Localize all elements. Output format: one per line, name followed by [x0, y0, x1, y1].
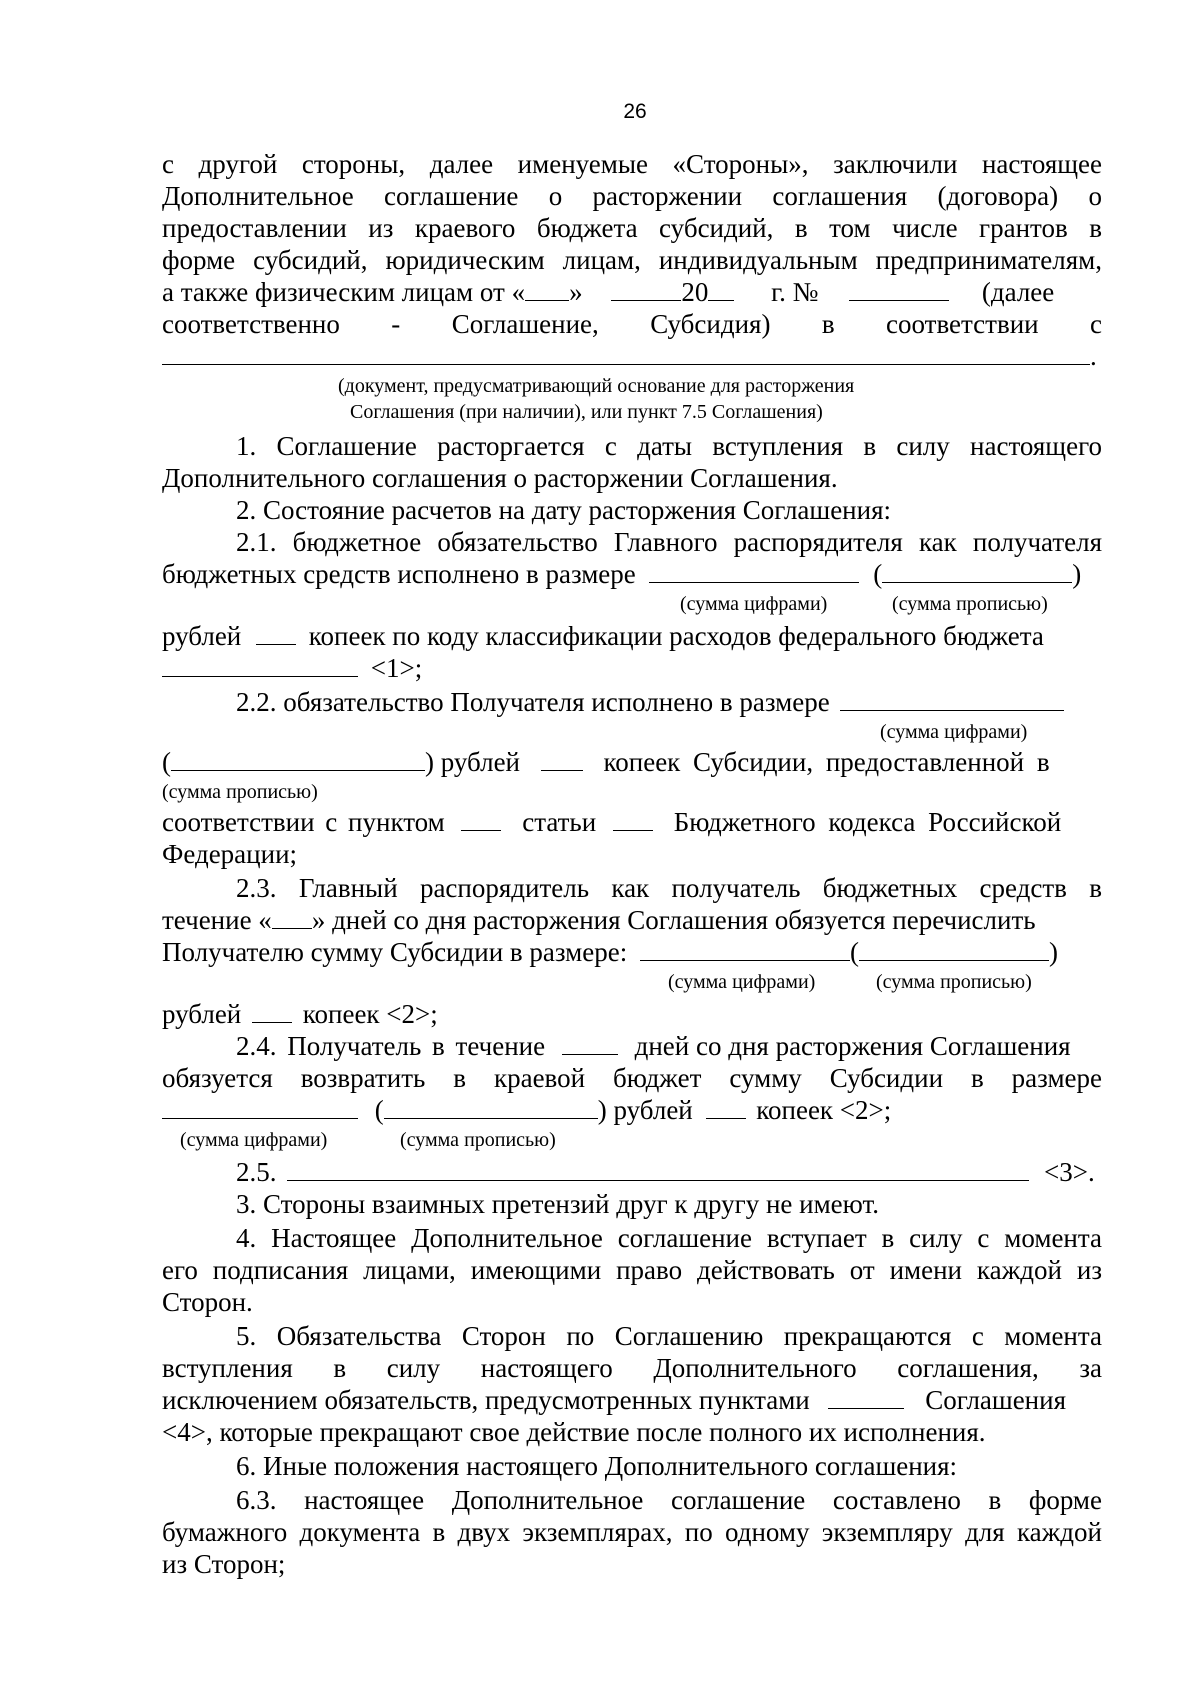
section-2-3-line-4 — [162, 998, 438, 1030]
amount-digits-blank-2-2[interactable] — [840, 686, 1064, 711]
year-blank[interactable] — [708, 276, 734, 301]
rubles-label-2-3: рублей — [162, 999, 242, 1029]
section-2-4-line-3 — [162, 1094, 1102, 1126]
section-2-1-line-4 — [162, 652, 422, 684]
budget-code-blank[interactable] — [162, 652, 358, 677]
intro-line-4: форме субсидий, юридическим лицам, индивидуальным предпринимателям, — [162, 245, 1102, 275]
amount-words-blank-2-3[interactable] — [859, 936, 1049, 961]
caption-digits-2-2: (сумма цифрами) — [880, 721, 1028, 743]
section-2-2-text: 2.2. обязательство Получателя исполнено в размере — [236, 687, 830, 717]
section-2-3-line-1: 2.3. Главный распорядитель как получатель бюджетных средств в — [236, 873, 1102, 903]
caption-words-2-4: (сумма прописью) — [400, 1129, 556, 1151]
amount-digits-blank-2-1[interactable] — [649, 558, 859, 583]
grounds-document-blank[interactable] — [162, 340, 1090, 365]
section-1-line-2: Дополнительного соглашения о расторжении Соглашения. — [162, 463, 838, 493]
grounds-caption-1: (документ, предусматривающий основание для расторжения — [338, 375, 855, 397]
intro-line-6: соответственно - Соглашение, Субсидия) в соответствии с — [162, 309, 1102, 339]
section-2-4-kopecks-text: копеек <2>; — [756, 1095, 892, 1125]
section-2-2-rubles: ) рублей — [425, 747, 521, 777]
section-2-4-line-1 — [236, 1030, 1102, 1062]
grounds-caption-2: Соглашения (при наличии), или пункт 7.5 Соглашения) — [350, 401, 823, 423]
caption-words-2-1: (сумма прописью) — [892, 593, 1048, 615]
amount-paren-open-2-2: ( — [162, 747, 171, 777]
section-2-4-within-text: 2.4. Получатель в течение — [236, 1031, 546, 1061]
section-2-3-days-text: » дней со дня расторжения Соглашения обязуется перечислить — [311, 905, 1036, 935]
section-5-line-2: вступления в силу настоящего Дополнительного соглашения, за — [162, 1353, 1102, 1383]
day-blank[interactable] — [525, 276, 569, 301]
section-2-2-subsidy-text: копеек Субсидии, предоставленной в — [603, 747, 1050, 777]
section-2-1-line-3 — [162, 620, 1102, 652]
section-2-2-code-text: Бюджетного кодекса Российской — [673, 807, 1062, 837]
section-2-1-code-text: копеек по коду классификации расходов федерального бюджета — [308, 621, 1044, 651]
section-2-5-line — [236, 1156, 1102, 1188]
caption-words-2-2: (сумма прописью) — [162, 781, 318, 803]
section-2-3-within-text: течение « — [162, 905, 272, 935]
section-1-line-1: 1. Соглашение расторгается с даты вступления в силу настоящего — [236, 431, 1102, 461]
section-2-2-line-1 — [236, 686, 1102, 718]
article-blank[interactable] — [613, 806, 653, 831]
section-2-line-1: 2. Состояние расчетов на дату расторжения Соглашения: — [236, 495, 892, 525]
amount-paren-open-2-1: ( — [873, 559, 883, 589]
section-2-1-amount-text: бюджетных средств исполнено в размере — [162, 559, 636, 589]
intro-line-3: предоставлении из краевого бюджета субсидий, в том числе грантов в — [162, 213, 1102, 243]
section-2-2-line-3 — [162, 806, 1102, 838]
caption-words-2-3: (сумма прописью) — [876, 971, 1032, 993]
intro-line-2: Дополнительное соглашение о расторжении соглашения (договора) о — [162, 181, 1102, 211]
section-2-2-line-4: Федерации; — [162, 839, 298, 869]
page-number: 26 — [623, 100, 647, 123]
days-blank-2-4[interactable] — [562, 1030, 618, 1055]
intro-quote-close: » — [569, 277, 583, 307]
section-6-3-line-1: 6.3. настоящее Дополнительное соглашение составлено в форме — [236, 1485, 1102, 1515]
section-5-line-3 — [162, 1384, 1102, 1416]
section-2-2-point-text: соответствии с пунктом — [162, 807, 445, 837]
section-4-line-2: его подписания лицами, имеющими право действовать от имени каждой из — [162, 1255, 1102, 1285]
section-2-3-line-3 — [162, 936, 1102, 968]
section-2-3-amount-text: Получателю сумму Субсидии в размере: — [162, 937, 628, 967]
footnote-ref-1: <1>; — [370, 653, 423, 683]
amount-words-blank-2-2[interactable] — [171, 746, 425, 771]
section-5-agreement-word: Соглашения — [925, 1385, 1066, 1415]
section-2-4-rubles: ) рублей — [597, 1095, 693, 1125]
section-3-line-1: 3. Стороны взаимных претензий друг к другу не имеют. — [236, 1189, 880, 1219]
amount-paren-close-2-1: ) — [1072, 559, 1082, 589]
intro-period: . — [1090, 341, 1097, 371]
intro-from-text: а также физическим лицам от « — [162, 277, 526, 307]
rubles-label-2-1: рублей — [162, 621, 242, 651]
agreement-number-blank[interactable] — [849, 276, 949, 301]
section-2-5-blank[interactable] — [287, 1156, 1029, 1181]
section-6-line-1: 6. Иные положения настоящего Дополнительного соглашения: — [236, 1451, 958, 1481]
section-6-3-line-3: из Сторон; — [162, 1549, 286, 1579]
amount-words-blank-2-1[interactable] — [882, 558, 1072, 583]
section-2-1-line-2 — [162, 558, 1102, 590]
year-prefix: 20 — [681, 277, 709, 307]
amount-words-blank-2-4[interactable] — [384, 1094, 598, 1119]
intro-hereinafter: (далее — [981, 277, 1055, 307]
section-2-3-kopecks-text: копеек <2>; — [302, 999, 438, 1029]
amount-digits-blank-2-4[interactable] — [162, 1094, 358, 1119]
amount-paren-close-2-3: ) — [1048, 937, 1058, 967]
number-label: г. № — [771, 277, 819, 307]
section-4-line-3: Сторон. — [162, 1287, 253, 1317]
section-6-3-line-2: бумажного документа в двух экземплярах, по одному экземпляру для каждой — [162, 1517, 1102, 1547]
section-2-5-number: 2.5. — [236, 1157, 277, 1187]
caption-digits-2-1: (сумма цифрами) — [680, 593, 828, 615]
month-blank[interactable] — [611, 276, 681, 301]
kopecks-blank-2-2[interactable] — [541, 746, 583, 771]
point-blank[interactable] — [461, 806, 501, 831]
section-5-line-4: <4>, которые прекращают свое действие после полного их исполнения. — [162, 1417, 986, 1447]
caption-digits-2-3: (сумма цифрами) — [668, 971, 816, 993]
points-blank-5[interactable] — [828, 1384, 904, 1409]
amount-digits-blank-2-3[interactable] — [640, 936, 850, 961]
section-2-2-line-2 — [162, 746, 1102, 778]
section-5-exception-text: исключением обязательств, предусмотренных пунктами — [162, 1385, 810, 1415]
intro-line-5 — [162, 276, 1102, 308]
kopecks-blank-2-1[interactable] — [256, 620, 296, 645]
days-blank-2-3[interactable] — [272, 904, 312, 929]
amount-paren-open-2-4: ( — [374, 1095, 384, 1125]
footnote-ref-3: <3>. — [1044, 1157, 1095, 1187]
section-2-3-line-2 — [162, 904, 1102, 936]
kopecks-blank-2-4[interactable] — [706, 1094, 746, 1119]
section-2-4-days-text: дней со дня расторжения Соглашения — [634, 1031, 1071, 1061]
kopecks-blank-2-3[interactable] — [252, 998, 292, 1023]
caption-digits-2-4: (сумма цифрами) — [180, 1129, 328, 1151]
section-2-1-line-1: 2.1. бюджетное обязательство Главного распорядителя как получателя — [236, 527, 1102, 557]
section-4-line-1: 4. Настоящее Дополнительное соглашение вступает в силу с момента — [236, 1223, 1102, 1253]
section-2-2-article-text: статьи — [522, 807, 597, 837]
section-5-line-1: 5. Обязательства Сторон по Соглашению прекращаются с момента — [236, 1321, 1102, 1351]
section-2-4-line-2: обязуется возвратить в краевой бюджет сумму Субсидии в размере — [162, 1063, 1102, 1093]
amount-paren-open-2-3: ( — [849, 937, 859, 967]
intro-line-7 — [162, 340, 1102, 372]
intro-line-1: с другой стороны, далее именуемые «Стороны», заключили настоящее — [162, 149, 1102, 179]
